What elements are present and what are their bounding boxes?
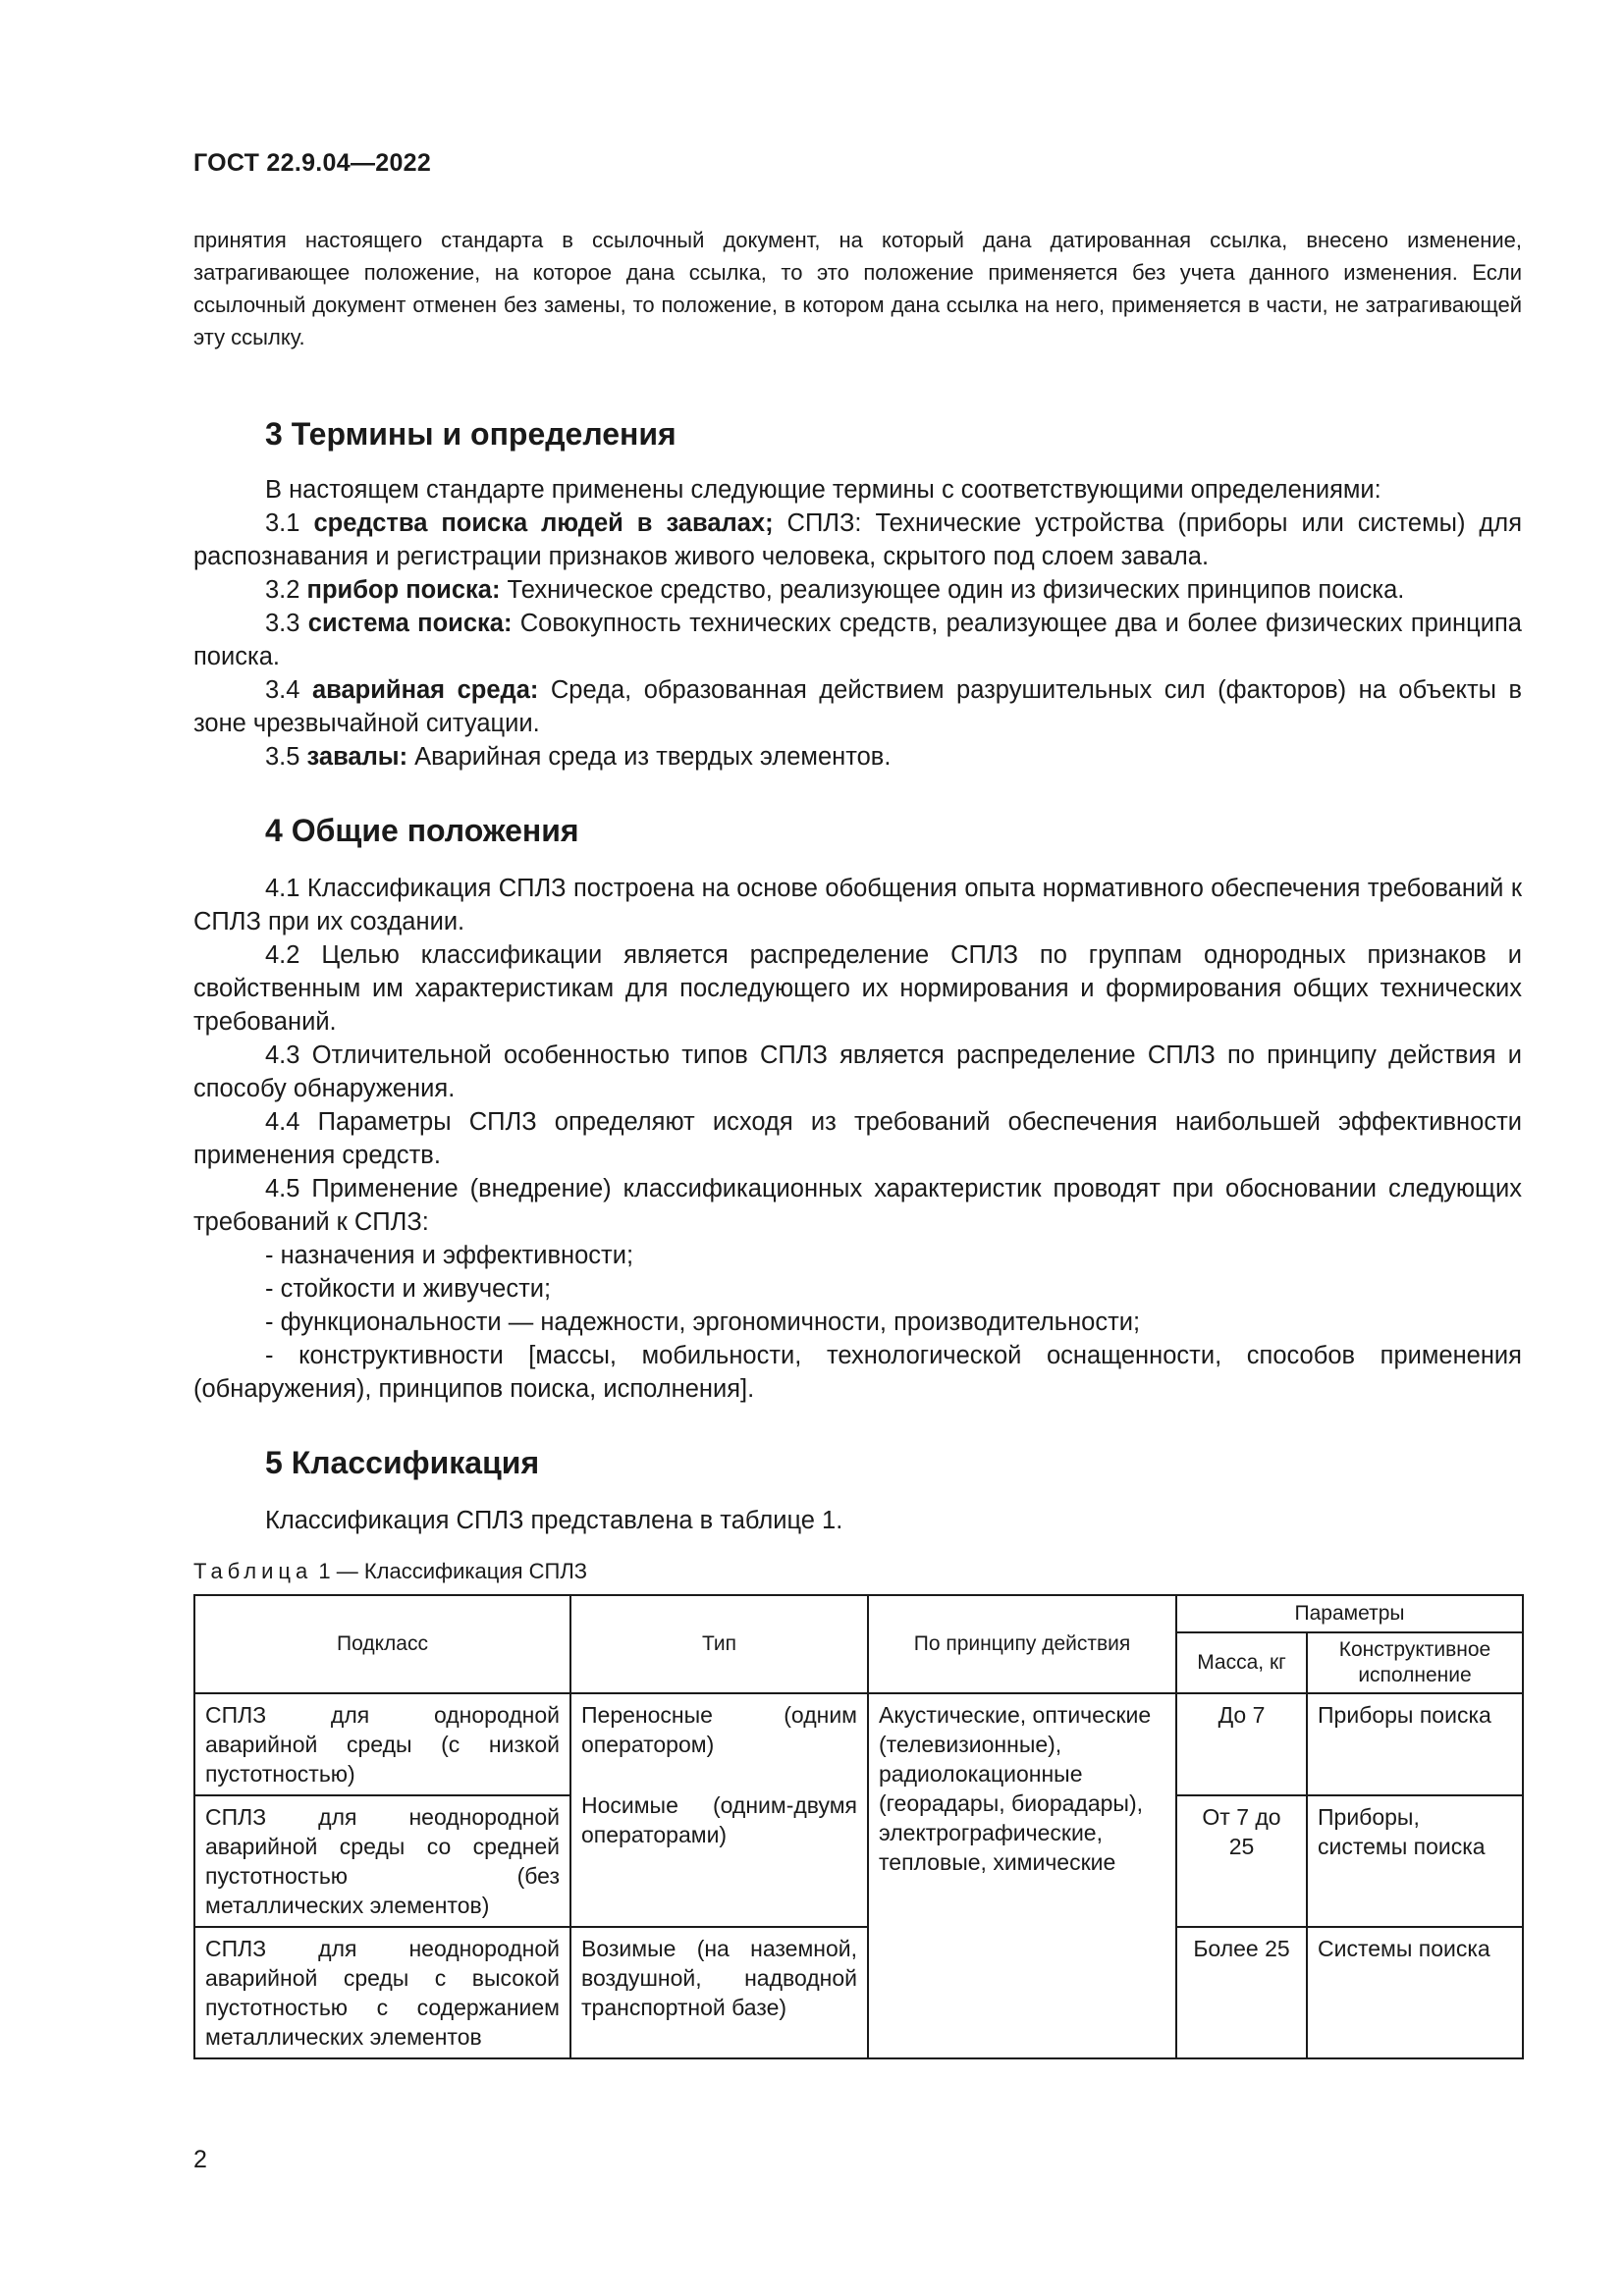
- cell-subclass: СПЛЗ для неоднородной аварийной среды со средней пустотностью (без металлических элементов): [194, 1795, 570, 1927]
- term-definition: Техническое средство, реализующее один из физических принципов поиска.: [500, 576, 1405, 604]
- term-3-1: [193, 507, 1522, 573]
- table-row: [194, 1693, 1523, 1795]
- term-definition: Совокупность технических средств, реализующее два и более физических принципа поиска.: [193, 610, 1522, 670]
- term-number: 3.2: [265, 576, 300, 604]
- term-3-2: [193, 573, 1522, 607]
- header-principle: По принципу действия: [868, 1595, 1176, 1693]
- paragraph-4-4: 4.4 Параметры СПЛЗ определяют исходя из требований обеспечения наибольшей эффективности применения средств.: [193, 1108, 1522, 1169]
- term-name: система поиска:: [307, 610, 513, 637]
- term-definition: СПЛЗ: Технические устройства (приборы или системы) для распознавания и регистрации признаков живого человека, скрытого под слоем завала.: [193, 509, 1522, 570]
- type-wearable: Носимые (одним-двумя операторами): [581, 1792, 857, 1847]
- list-item: - назначения и эффективности;: [265, 1242, 634, 1269]
- section-3-lead: В настоящем стандарте применены следующие термины с соответствующими определениями:: [265, 476, 1381, 504]
- term-definition: Среда, образованная действием разрушительных сил (факторов) на объекты в зоне чрезвычайной ситуации.: [193, 676, 1522, 737]
- document-header: ГОСТ 22.9.04—2022: [193, 149, 432, 177]
- term-number: 3.1: [265, 509, 300, 537]
- list-item: - конструктивности [массы, мобильности, технологической оснащенности, способов применения (обнаружения), принципов поиска, исполнения].: [193, 1342, 1522, 1403]
- table-caption-text: 1 — Классификация СПЛЗ: [312, 1559, 588, 1583]
- term-3-5: [193, 740, 1522, 774]
- list-item: - функциональности — надежности, эргономичности, производительности;: [265, 1308, 1141, 1336]
- paragraph-4-3: 4.3 Отличительной особенностью типов СПЛЗ является распределение СПЛЗ по принципу действия и способу обнаружения.: [193, 1041, 1522, 1102]
- term-number: 3.3: [265, 610, 300, 637]
- paragraph-4-5: 4.5 Применение (внедрение) классификационных характеристик проводят при обосновании следующих требований к СПЛЗ:: [193, 1175, 1522, 1236]
- cell-subclass: СПЛЗ для однородной аварийной среды (с низкой пустотностью): [194, 1693, 570, 1795]
- term-name: завалы:: [306, 743, 408, 771]
- cell-design: Приборы поиска: [1307, 1693, 1523, 1795]
- table-caption-word: Таблица: [193, 1559, 313, 1583]
- section-5-title: 5 Классификация: [265, 1445, 540, 1480]
- term-name: аварийная среда:: [311, 676, 539, 704]
- cell-mass: От 7 до 25: [1176, 1795, 1307, 1927]
- table-row: [194, 1927, 1523, 2058]
- section-5-lead: Классификация СПЛЗ представлена в таблице 1.: [265, 1507, 843, 1534]
- page-number: 2: [193, 2146, 207, 2173]
- term-number: 3.4: [265, 676, 300, 704]
- term-3-3: [193, 607, 1522, 673]
- cell-design: Системы поиска: [1307, 1927, 1523, 2058]
- paragraph-4-1: 4.1 Классификация СПЛЗ построена на основе обобщения опыта нормативного обеспечения требований к СПЛЗ при их создании.: [193, 875, 1522, 935]
- cell-design: Приборы, системы поиска: [1307, 1795, 1523, 1927]
- intro-paragraph: принятия настоящего стандарта в ссылочный документ, на который дана датированная ссылка, внесено изменение, затрагивающее положение, на которое дана ссылка, то это положение применяется без учета данного изменения. Если ссылочный документ отменен без замены, то положение, в котором дана ссылка на него, применяется в части, не затрагивающей эту ссылку.: [193, 228, 1522, 349]
- cell-principle: Акустические, оптические (телевизионные), радиолокационные (георадары, биорадары), электрографические, тепловые, химические: [868, 1693, 1176, 2058]
- term-3-4: [193, 673, 1522, 740]
- header-design: Конструктивное исполнение: [1307, 1632, 1523, 1693]
- term-number: 3.5: [265, 743, 300, 771]
- term-name: прибор поиска:: [306, 576, 501, 604]
- section-3-title: 3 Термины и определения: [265, 416, 677, 452]
- header-subclass: Подкласс: [194, 1595, 570, 1693]
- cell-type: [570, 1693, 868, 1927]
- table-caption: [193, 1559, 1522, 1584]
- cell-mass: До 7: [1176, 1693, 1307, 1795]
- header-mass: Масса, кг: [1176, 1632, 1307, 1693]
- document-body: [193, 224, 1522, 2059]
- type-portable: Переносные (одним оператором): [581, 1702, 857, 1757]
- paragraph-4-2: 4.2 Целью классификации является распределение СПЛЗ по группам однородных признаков и свойственным им характеристикам для последующего их нормирования и формирования общих технических требований.: [193, 941, 1522, 1036]
- cell-mass: Более 25: [1176, 1927, 1307, 2058]
- cell-subclass: СПЛЗ для неоднородной аварийной среды с высокой пустотностью с содержанием металлических элементов: [194, 1927, 570, 2058]
- header-parameters: Параметры: [1176, 1595, 1523, 1632]
- list-item: - стойкости и живучести;: [265, 1275, 552, 1303]
- cell-type: Возимые (на наземной, воздушной, надводной транспортной базе): [570, 1927, 868, 2058]
- classification-table: [193, 1594, 1524, 2059]
- term-definition: Аварийная среда из твердых элементов.: [407, 743, 892, 771]
- section-4-title: 4 Общие положения: [265, 813, 579, 848]
- term-name: средства поиска людей в завалах;: [313, 509, 774, 537]
- header-type: Тип: [570, 1595, 868, 1693]
